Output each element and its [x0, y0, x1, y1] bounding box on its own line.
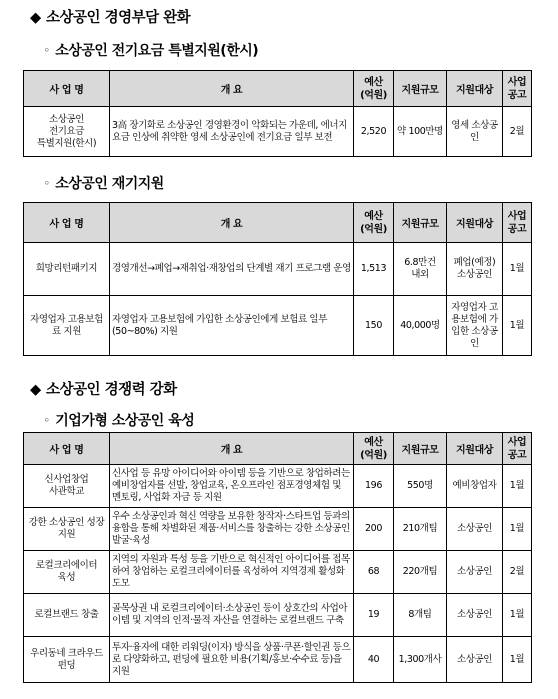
section-title-burden-relief: ◆ 소상공인 경영부담 완화: [30, 10, 191, 26]
cell-budget: 1,513: [354, 243, 394, 296]
col-header-target: 지원대상: [447, 71, 503, 107]
cell-budget: 19: [354, 594, 394, 637]
section-title-competitiveness: ◆ 소상공인 경쟁력 강화: [30, 382, 177, 398]
cell-budget: 68: [354, 551, 394, 594]
table-header-row: [24, 71, 532, 107]
cell-scale: 6.8만건 내외: [394, 243, 447, 296]
table-row: [24, 243, 532, 296]
col-header-overview: 개 요: [110, 71, 354, 107]
col-header-timing: 사업 공고: [503, 433, 532, 465]
subsection-title-recovery: ◦ 소상공인 재기지원: [44, 176, 164, 192]
diamond-bullet-icon: ◆: [30, 382, 41, 398]
cell-overview: 경영개선→폐업→재취업·재창업의 단계별 재기 프로그램 운영: [110, 243, 354, 296]
cell-target: 자영업자 고용보험에 가입한 소상공인: [447, 296, 503, 356]
cell-scale: 210개팀: [394, 508, 447, 551]
circle-bullet-icon: ◦: [44, 179, 50, 189]
table-row: [24, 465, 532, 508]
subsection-title-electricity: ◦ 소상공인 전기요금 특별지원(한시): [44, 43, 259, 59]
cell-timing: 2월: [503, 551, 532, 594]
diamond-bullet-icon: ◆: [30, 10, 41, 26]
col-header-target: 지원대상: [447, 203, 503, 243]
cell-budget: 200: [354, 508, 394, 551]
cell-timing: 1월: [503, 296, 532, 356]
subsection-title-entrepreneur: ◦ 기업가형 소상공인 육성: [44, 413, 195, 429]
table-row: [24, 551, 532, 594]
table-header-row: [24, 203, 532, 243]
col-header-budget: 예산 (억원): [354, 433, 394, 465]
col-header-timing: 사업 공고: [503, 71, 532, 107]
cell-overview: 자영업자 고용보험에 가입한 소상공인에게 보험료 일부(50~80%) 지원: [110, 296, 354, 356]
cell-budget: 40: [354, 637, 394, 683]
col-header-scale: 지원규모: [394, 203, 447, 243]
circle-bullet-icon: ◦: [44, 416, 50, 426]
cell-budget: 2,520: [354, 107, 394, 157]
col-header-name: 사 업 명: [24, 203, 110, 243]
col-header-overview: 개 요: [110, 433, 354, 465]
cell-name: 자영업자 고용보험료 지원: [24, 296, 110, 356]
col-header-name: 사 업 명: [24, 71, 110, 107]
col-header-name: 사 업 명: [24, 433, 110, 465]
cell-name: 강한 소상공인 성장지원: [24, 508, 110, 551]
col-header-scale: 지원규모: [394, 433, 447, 465]
table-row: [24, 637, 532, 683]
cell-timing: 1월: [503, 637, 532, 683]
table-row: [24, 508, 532, 551]
col-header-budget: 예산 (억원): [354, 203, 394, 243]
cell-budget: 150: [354, 296, 394, 356]
col-header-overview: 개 요: [110, 203, 354, 243]
cell-budget: 196: [354, 465, 394, 508]
cell-overview: 신사업 등 유망 아이디어와 아이템 등을 기반으로 창업하려는 예비창업자를 선발, 창업교육, 온오프라인 점포경영체험 및 멘토링, 사업화 자금 등 지원: [110, 465, 354, 508]
cell-target: 소상공인: [447, 594, 503, 637]
cell-target: 폐업(예정) 소상공인: [447, 243, 503, 296]
cell-name: 소상공인 전기요금 특별지원(한시): [24, 107, 110, 157]
cell-timing: 1월: [503, 508, 532, 551]
col-header-budget: 예산 (억원): [354, 71, 394, 107]
cell-name: 로컬브랜드 창출: [24, 594, 110, 637]
cell-name: 우리동네 크라우드펀딩: [24, 637, 110, 683]
cell-overview: 우수 소상공인과 혁신 역량을 보유한 창작자·스타트업 등과의 융합을 통해 차별화된 제품·서비스를 창출하는 강한 소상공인 발굴·육성: [110, 508, 354, 551]
cell-name: 희망리턴패키지: [24, 243, 110, 296]
cell-target: 소상공인: [447, 637, 503, 683]
col-header-timing: 사업 공고: [503, 203, 532, 243]
cell-timing: 1월: [503, 465, 532, 508]
table-entrepreneur-support: [23, 432, 532, 683]
cell-scale: 8개팀: [394, 594, 447, 637]
table-header-row: [24, 433, 532, 465]
cell-scale: 약 100만명: [394, 107, 447, 157]
cell-scale: 40,000명: [394, 296, 447, 356]
cell-name: 로컬크리에이터 육성: [24, 551, 110, 594]
cell-timing: 1월: [503, 243, 532, 296]
cell-timing: 1월: [503, 594, 532, 637]
col-header-scale: 지원규모: [394, 71, 447, 107]
cell-overview: 지역의 자원과 특성 등을 기반으로 혁신적인 아이디어를 접목하여 창업하는 로컬크리에이터를 육성하여 지역경제 활성화 도모: [110, 551, 354, 594]
table-electricity-support: [23, 70, 532, 157]
cell-target: 소상공인: [447, 508, 503, 551]
cell-timing: 2월: [503, 107, 532, 157]
table-row: [24, 296, 532, 356]
cell-target: 예비창업자: [447, 465, 503, 508]
col-header-target: 지원대상: [447, 433, 503, 465]
cell-target: 소상공인: [447, 551, 503, 594]
cell-scale: 1,300개사: [394, 637, 447, 683]
cell-scale: 220개팀: [394, 551, 447, 594]
cell-overview: 골목상권 내 로컬크리에이터·소상공인 등이 상호간의 사업아이템 및 지역의 인적·물적 자산을 연결하는 로컬브랜드 구축: [110, 594, 354, 637]
cell-overview: 3高 장기화로 소상공인 경영환경이 악화되는 가운데, 에너지 요금 인상에 취약한 영세 소상공인에 전기요금 일부 보전: [110, 107, 354, 157]
cell-target: 영세 소상공인: [447, 107, 503, 157]
table-recovery-support: [23, 202, 532, 356]
cell-scale: 550명: [394, 465, 447, 508]
table-row: [24, 107, 532, 157]
circle-bullet-icon: ◦: [44, 46, 50, 56]
cell-name: 신사업창업 사관학교: [24, 465, 110, 508]
cell-overview: 투자·융자에 대한 리워딩(이자) 방식을 상품·쿠폰·할인권 등으로 다양화하고, 펀딩에 필요한 비용(기획/홍보·수수료 등)을 지원: [110, 637, 354, 683]
table-row: [24, 594, 532, 637]
